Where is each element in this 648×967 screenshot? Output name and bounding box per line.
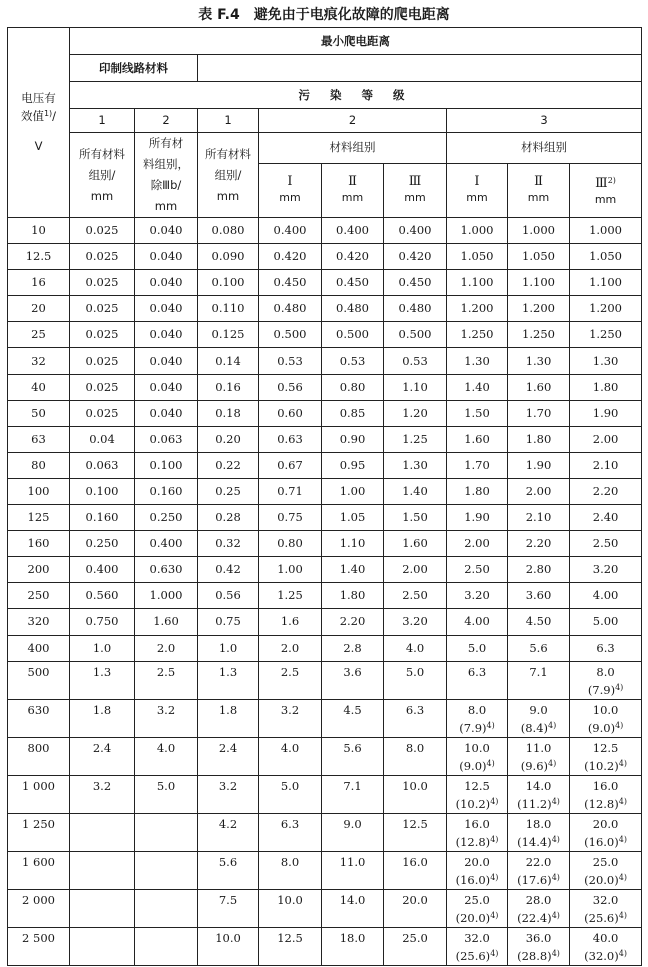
value-cell: 0.025 bbox=[70, 244, 135, 270]
value-cell: 40.0 $(32.0)^{4)}$ bbox=[570, 927, 642, 965]
value-cell: 1.8 bbox=[70, 699, 135, 737]
value-cell: 5.0 bbox=[447, 635, 508, 661]
value-cell: 4.2 bbox=[198, 813, 259, 851]
value-cell: 3.20 bbox=[447, 583, 508, 609]
value-cell: 25.0 $(20.0)^{4)}$ bbox=[570, 851, 642, 889]
value-cell: 5.6 bbox=[322, 737, 384, 775]
value-cell bbox=[135, 813, 198, 851]
value-cell: 1.100 bbox=[508, 270, 570, 296]
value-cell: 1.30 bbox=[508, 348, 570, 374]
voltage-cell: 630 bbox=[8, 699, 70, 737]
value-cell: 18.0 bbox=[322, 927, 384, 965]
value-cell: 0.480 bbox=[322, 296, 384, 322]
value-cell: 0.063 bbox=[70, 452, 135, 478]
value-cell: 0.040 bbox=[135, 296, 198, 322]
value-cell: 0.025 bbox=[70, 374, 135, 400]
value-cell: 2.20 bbox=[570, 478, 642, 504]
value-cell: 1.00 bbox=[259, 557, 322, 583]
pcb-material-header: 印制线路材料 bbox=[70, 55, 198, 82]
value-cell: 2.00 bbox=[384, 557, 447, 583]
table-body bbox=[8, 218, 642, 966]
value-cell: 1.0 bbox=[70, 635, 135, 661]
value-cell: 28.0 $(22.4)^{4)}$ bbox=[508, 889, 570, 927]
degree-1: 1 bbox=[198, 109, 259, 133]
value-cell bbox=[135, 851, 198, 889]
group-III-deg3: Ⅲ$^{2)}$ mm bbox=[570, 163, 642, 218]
value-cell: 0.90 bbox=[322, 426, 384, 452]
value-cell: 2.20 bbox=[508, 531, 570, 557]
value-cell: 0.400 bbox=[70, 557, 135, 583]
voltage-cell: 20 bbox=[8, 296, 70, 322]
value-cell: 0.420 bbox=[384, 244, 447, 270]
value-cell: 6.3 bbox=[570, 635, 642, 661]
table-row bbox=[8, 661, 642, 699]
voltage-cell: 1 600 bbox=[8, 851, 70, 889]
value-cell: 1.0 bbox=[198, 635, 259, 661]
value-cell: 0.040 bbox=[135, 270, 198, 296]
value-cell: 22.0 $(17.6)^{4)}$ bbox=[508, 851, 570, 889]
value-cell: 0.75 bbox=[198, 609, 259, 635]
value-cell: 1.050 bbox=[508, 244, 570, 270]
value-cell: 0.040 bbox=[135, 218, 198, 244]
voltage-cell: 1 000 bbox=[8, 775, 70, 813]
degree-3: 3 bbox=[447, 109, 642, 133]
value-cell: 7.1 bbox=[508, 661, 570, 699]
value-cell: 2.8 bbox=[322, 635, 384, 661]
table-row bbox=[8, 889, 642, 927]
value-cell: 1.25 bbox=[259, 583, 322, 609]
value-cell: 3.20 bbox=[384, 609, 447, 635]
group-III-deg2: Ⅲ mm bbox=[384, 163, 447, 218]
value-cell: 0.500 bbox=[384, 322, 447, 348]
value-cell: 1.90 bbox=[508, 452, 570, 478]
value-cell: 1.250 bbox=[447, 322, 508, 348]
value-cell: 0.14 bbox=[198, 348, 259, 374]
table-row bbox=[8, 426, 642, 452]
value-cell: 0.400 bbox=[135, 531, 198, 557]
value-cell: 1.200 bbox=[447, 296, 508, 322]
voltage-cell: 32 bbox=[8, 348, 70, 374]
table-row bbox=[8, 635, 642, 661]
value-cell: 0.420 bbox=[322, 244, 384, 270]
value-cell: 0.160 bbox=[135, 478, 198, 504]
table-row bbox=[8, 400, 642, 426]
pollution-degree-header: 污 染 等 级 bbox=[70, 82, 642, 109]
value-cell: 0.80 bbox=[259, 531, 322, 557]
value-cell: 2.50 bbox=[447, 557, 508, 583]
value-cell: 36.0 $(28.8)^{4)}$ bbox=[508, 927, 570, 965]
value-cell: 0.80 bbox=[322, 374, 384, 400]
value-cell: 1.20 bbox=[384, 400, 447, 426]
value-cell: 1.30 bbox=[447, 348, 508, 374]
value-cell: 2.50 bbox=[570, 531, 642, 557]
value-cell: 8.0 bbox=[384, 737, 447, 775]
value-cell: 1.50 bbox=[447, 400, 508, 426]
value-cell bbox=[70, 889, 135, 927]
value-cell: 1.70 bbox=[447, 452, 508, 478]
value-cell: 0.400 bbox=[259, 218, 322, 244]
value-cell: 1.6 bbox=[259, 609, 322, 635]
voltage-cell: 80 bbox=[8, 452, 70, 478]
value-cell: 10.0 bbox=[198, 927, 259, 965]
value-cell: 1.100 bbox=[570, 270, 642, 296]
value-cell: 6.3 bbox=[384, 699, 447, 737]
value-cell: 1.80 bbox=[508, 426, 570, 452]
value-cell: 0.42 bbox=[198, 557, 259, 583]
value-cell: 0.100 bbox=[198, 270, 259, 296]
value-cell: 1.000 bbox=[508, 218, 570, 244]
value-cell: 2.00 bbox=[570, 426, 642, 452]
value-cell: 0.400 bbox=[322, 218, 384, 244]
value-cell: 3.2 bbox=[135, 699, 198, 737]
value-cell: 2.0 bbox=[135, 635, 198, 661]
value-cell: 10.0 bbox=[384, 775, 447, 813]
voltage-cell: 320 bbox=[8, 609, 70, 635]
value-cell: 7.1 bbox=[322, 775, 384, 813]
value-cell: 8.0 bbox=[259, 851, 322, 889]
pcb-degree-1: 1 bbox=[70, 109, 135, 133]
table-row bbox=[8, 609, 642, 635]
value-cell bbox=[135, 889, 198, 927]
value-cell: 16.0 $(12.8)^{4)}$ bbox=[447, 813, 508, 851]
value-cell: 4.0 bbox=[135, 737, 198, 775]
value-cell: 0.04 bbox=[70, 426, 135, 452]
value-cell: 1.40 bbox=[322, 557, 384, 583]
table-row bbox=[8, 374, 642, 400]
value-cell: 25.0 bbox=[384, 927, 447, 965]
value-cell: 3.20 bbox=[570, 557, 642, 583]
value-cell: 1.00 bbox=[322, 478, 384, 504]
value-cell: 2.4 bbox=[70, 737, 135, 775]
voltage-cell: 50 bbox=[8, 400, 70, 426]
value-cell: 10.0 bbox=[259, 889, 322, 927]
material-group-header-3: 材料组别 bbox=[447, 133, 642, 164]
value-cell: 3.6 bbox=[322, 661, 384, 699]
value-cell: 0.25 bbox=[198, 478, 259, 504]
value-cell: 0.090 bbox=[198, 244, 259, 270]
value-cell: 32.0 $(25.6)^{4)}$ bbox=[447, 927, 508, 965]
voltage-cell: 12.5 bbox=[8, 244, 70, 270]
table-row bbox=[8, 531, 642, 557]
value-cell: 0.025 bbox=[70, 218, 135, 244]
value-cell: 0.63 bbox=[259, 426, 322, 452]
value-cell: 0.630 bbox=[135, 557, 198, 583]
value-cell: 4.00 bbox=[447, 609, 508, 635]
value-cell: 0.040 bbox=[135, 322, 198, 348]
group-II-deg3: Ⅱ mm bbox=[508, 163, 570, 218]
value-cell: 0.95 bbox=[322, 452, 384, 478]
table-row bbox=[8, 270, 642, 296]
value-cell: 6.3 bbox=[259, 813, 322, 851]
value-cell: 1.10 bbox=[322, 531, 384, 557]
value-cell: 14.0 $(11.2)^{4)}$ bbox=[508, 775, 570, 813]
value-cell: 20.0 bbox=[384, 889, 447, 927]
value-cell: 5.00 bbox=[570, 609, 642, 635]
value-cell: 2.80 bbox=[508, 557, 570, 583]
value-cell: 1.250 bbox=[570, 322, 642, 348]
value-cell: 0.160 bbox=[70, 505, 135, 531]
value-cell: 1.60 bbox=[508, 374, 570, 400]
value-cell: 4.00 bbox=[570, 583, 642, 609]
voltage-cell: 800 bbox=[8, 737, 70, 775]
table-row bbox=[8, 699, 642, 737]
voltage-cell: 10 bbox=[8, 218, 70, 244]
value-cell: 1.100 bbox=[447, 270, 508, 296]
table-row bbox=[8, 775, 642, 813]
value-cell: 0.250 bbox=[135, 505, 198, 531]
value-cell: 5.6 bbox=[508, 635, 570, 661]
degree-2: 2 bbox=[259, 109, 447, 133]
table-row bbox=[8, 737, 642, 775]
value-cell bbox=[70, 851, 135, 889]
value-cell: 1.250 bbox=[508, 322, 570, 348]
value-cell: 0.450 bbox=[259, 270, 322, 296]
value-cell: 1.80 bbox=[570, 374, 642, 400]
value-cell: 0.063 bbox=[135, 426, 198, 452]
value-cell: 0.040 bbox=[135, 374, 198, 400]
value-cell: 0.56 bbox=[198, 583, 259, 609]
value-cell: 0.67 bbox=[259, 452, 322, 478]
value-cell: 2.00 bbox=[447, 531, 508, 557]
value-cell: 0.040 bbox=[135, 244, 198, 270]
value-cell: 0.53 bbox=[384, 348, 447, 374]
voltage-cell: 1 250 bbox=[8, 813, 70, 851]
value-cell: 2.5 bbox=[259, 661, 322, 699]
table-row bbox=[8, 452, 642, 478]
value-cell: 1.60 bbox=[135, 609, 198, 635]
value-cell: 1.3 bbox=[70, 661, 135, 699]
value-cell: 3.2 bbox=[198, 775, 259, 813]
voltage-cell: 100 bbox=[8, 478, 70, 504]
voltage-cell: 25 bbox=[8, 322, 70, 348]
value-cell: 1.000 bbox=[570, 218, 642, 244]
table-row bbox=[8, 244, 642, 270]
value-cell: 32.0 $(25.6)^{4)}$ bbox=[570, 889, 642, 927]
value-cell: 0.500 bbox=[322, 322, 384, 348]
value-cell: 1.200 bbox=[570, 296, 642, 322]
value-cell: 10.0 $(9.0)^{4)}$ bbox=[570, 699, 642, 737]
value-cell: 1.80 bbox=[322, 583, 384, 609]
voltage-header: 电压有 效值$^{1)}$/ V bbox=[8, 28, 70, 218]
value-cell: 0.18 bbox=[198, 400, 259, 426]
value-cell: 1.90 bbox=[570, 400, 642, 426]
value-cell: 11.0 $(9.6)^{4)}$ bbox=[508, 737, 570, 775]
value-cell: 5.6 bbox=[198, 851, 259, 889]
table-row bbox=[8, 557, 642, 583]
value-cell: 14.0 bbox=[322, 889, 384, 927]
value-cell: 1.25 bbox=[384, 426, 447, 452]
value-cell: 0.22 bbox=[198, 452, 259, 478]
value-cell: 1.8 bbox=[198, 699, 259, 737]
value-cell: 9.0 $(8.4)^{4)}$ bbox=[508, 699, 570, 737]
table-row bbox=[8, 851, 642, 889]
value-cell: 1.60 bbox=[447, 426, 508, 452]
value-cell: 18.0 $(14.4)^{4)}$ bbox=[508, 813, 570, 851]
value-cell: 25.0 $(20.0)^{4)}$ bbox=[447, 889, 508, 927]
value-cell: 0.025 bbox=[70, 270, 135, 296]
voltage-cell: 500 bbox=[8, 661, 70, 699]
value-cell: 12.5 bbox=[259, 927, 322, 965]
value-cell: 0.53 bbox=[259, 348, 322, 374]
value-cell: 0.025 bbox=[70, 322, 135, 348]
value-cell: 0.450 bbox=[384, 270, 447, 296]
group-I-deg2: Ⅰ mm bbox=[259, 163, 322, 218]
value-cell: 0.450 bbox=[322, 270, 384, 296]
value-cell: 0.500 bbox=[259, 322, 322, 348]
value-cell: 5.0 bbox=[135, 775, 198, 813]
value-cell: 2.50 bbox=[384, 583, 447, 609]
value-cell: 1.90 bbox=[447, 505, 508, 531]
voltage-cell: 400 bbox=[8, 635, 70, 661]
value-cell: 1.3 bbox=[198, 661, 259, 699]
value-cell: 0.75 bbox=[259, 505, 322, 531]
value-cell: 2.10 bbox=[508, 505, 570, 531]
material-group-header-2: 材料组别 bbox=[259, 133, 447, 164]
value-cell: 2.0 bbox=[259, 635, 322, 661]
voltage-cell: 160 bbox=[8, 531, 70, 557]
voltage-cell: 125 bbox=[8, 505, 70, 531]
value-cell: 4.0 bbox=[384, 635, 447, 661]
value-cell: 12.5 $(10.2)^{4)}$ bbox=[570, 737, 642, 775]
value-cell: 8.0 $(7.9)^{4)}$ bbox=[570, 661, 642, 699]
value-cell: 0.560 bbox=[70, 583, 135, 609]
group-II-deg2: Ⅱ mm bbox=[322, 163, 384, 218]
value-cell: 1.000 bbox=[447, 218, 508, 244]
value-cell: 1.000 bbox=[135, 583, 198, 609]
value-cell: 9.0 bbox=[322, 813, 384, 851]
value-cell: 16.0 bbox=[384, 851, 447, 889]
value-cell: 0.56 bbox=[259, 374, 322, 400]
value-cell: 12.5 bbox=[384, 813, 447, 851]
value-cell: 1.05 bbox=[322, 505, 384, 531]
value-cell: 0.71 bbox=[259, 478, 322, 504]
value-cell: 12.5 $(10.2)^{4)}$ bbox=[447, 775, 508, 813]
table-row bbox=[8, 927, 642, 965]
table-row bbox=[8, 348, 642, 374]
table-row bbox=[8, 583, 642, 609]
value-cell: 16.0 $(12.8)^{4)}$ bbox=[570, 775, 642, 813]
value-cell: 0.480 bbox=[259, 296, 322, 322]
value-cell: 6.3 bbox=[447, 661, 508, 699]
value-cell: 0.28 bbox=[198, 505, 259, 531]
voltage-cell: 2 000 bbox=[8, 889, 70, 927]
creepage-table bbox=[7, 27, 642, 966]
value-cell: 0.420 bbox=[259, 244, 322, 270]
value-cell: 0.025 bbox=[70, 400, 135, 426]
table-row bbox=[8, 505, 642, 531]
deg1-group-header: 所有材料 组别/ mm bbox=[198, 133, 259, 218]
table-row bbox=[8, 296, 642, 322]
voltage-cell: 2 500 bbox=[8, 927, 70, 965]
voltage-cell: 40 bbox=[8, 374, 70, 400]
value-cell: 0.040 bbox=[135, 348, 198, 374]
value-cell: 0.100 bbox=[70, 478, 135, 504]
value-cell: 3.2 bbox=[259, 699, 322, 737]
value-cell: 2.20 bbox=[322, 609, 384, 635]
voltage-cell: 63 bbox=[8, 426, 70, 452]
table-title: 表 F.4 避免由于电痕化故障的爬电距离 bbox=[198, 7, 450, 23]
value-cell: 1.10 bbox=[384, 374, 447, 400]
value-cell: 0.025 bbox=[70, 348, 135, 374]
value-cell: 5.0 bbox=[259, 775, 322, 813]
value-cell: 20.0 $(16.0)^{4)}$ bbox=[447, 851, 508, 889]
value-cell: 0.080 bbox=[198, 218, 259, 244]
value-cell: 1.70 bbox=[508, 400, 570, 426]
value-cell: 0.53 bbox=[322, 348, 384, 374]
value-cell: 1.40 bbox=[384, 478, 447, 504]
value-cell: 2.40 bbox=[570, 505, 642, 531]
group-I-deg3: Ⅰ mm bbox=[447, 163, 508, 218]
value-cell: 4.5 bbox=[322, 699, 384, 737]
table-row bbox=[8, 322, 642, 348]
value-cell: 3.2 bbox=[70, 775, 135, 813]
value-cell: 1.30 bbox=[384, 452, 447, 478]
value-cell: 0.750 bbox=[70, 609, 135, 635]
value-cell: 10.0 $(9.0)^{4)}$ bbox=[447, 737, 508, 775]
voltage-cell: 250 bbox=[8, 583, 70, 609]
value-cell: 1.30 bbox=[570, 348, 642, 374]
value-cell: 11.0 bbox=[322, 851, 384, 889]
value-cell: 1.200 bbox=[508, 296, 570, 322]
value-cell: 7.5 bbox=[198, 889, 259, 927]
value-cell: 4.0 bbox=[259, 737, 322, 775]
value-cell: 2.10 bbox=[570, 452, 642, 478]
min-creepage-header: 最小爬电距离 bbox=[70, 28, 642, 55]
value-cell: 0.250 bbox=[70, 531, 135, 557]
value-cell: 20.0 $(16.0)^{4)}$ bbox=[570, 813, 642, 851]
value-cell: 1.50 bbox=[384, 505, 447, 531]
value-cell: 0.60 bbox=[259, 400, 322, 426]
value-cell: 0.400 bbox=[384, 218, 447, 244]
value-cell: 1.80 bbox=[447, 478, 508, 504]
table-row bbox=[8, 813, 642, 851]
value-cell: 8.0 $(7.9)^{4)}$ bbox=[447, 699, 508, 737]
value-cell bbox=[135, 927, 198, 965]
value-cell: 0.125 bbox=[198, 322, 259, 348]
value-cell: 0.110 bbox=[198, 296, 259, 322]
value-cell: 1.050 bbox=[447, 244, 508, 270]
pcb-degree-2: 2 bbox=[135, 109, 198, 133]
value-cell: 0.100 bbox=[135, 452, 198, 478]
value-cell bbox=[70, 813, 135, 851]
value-cell: 2.00 bbox=[508, 478, 570, 504]
pcb1-group-header: 所有材料 组别/ mm bbox=[70, 133, 135, 218]
value-cell: 0.040 bbox=[135, 400, 198, 426]
value-cell: 4.50 bbox=[508, 609, 570, 635]
value-cell: 1.60 bbox=[384, 531, 447, 557]
value-cell: 1.050 bbox=[570, 244, 642, 270]
table-row bbox=[8, 478, 642, 504]
value-cell: 0.20 bbox=[198, 426, 259, 452]
voltage-cell: 16 bbox=[8, 270, 70, 296]
value-cell: 3.60 bbox=[508, 583, 570, 609]
blank-header-cell bbox=[198, 55, 642, 82]
value-cell bbox=[70, 927, 135, 965]
value-cell: 0.85 bbox=[322, 400, 384, 426]
value-cell: 2.4 bbox=[198, 737, 259, 775]
value-cell: 0.480 bbox=[384, 296, 447, 322]
value-cell: 0.32 bbox=[198, 531, 259, 557]
value-cell: 0.025 bbox=[70, 296, 135, 322]
pcb2-group-header: 所有材 料组别， 除Ⅲb/ mm bbox=[135, 133, 198, 218]
table-row bbox=[8, 218, 642, 244]
value-cell: 5.0 bbox=[384, 661, 447, 699]
value-cell: 0.16 bbox=[198, 374, 259, 400]
voltage-cell: 200 bbox=[8, 557, 70, 583]
value-cell: 2.5 bbox=[135, 661, 198, 699]
value-cell: 1.40 bbox=[447, 374, 508, 400]
